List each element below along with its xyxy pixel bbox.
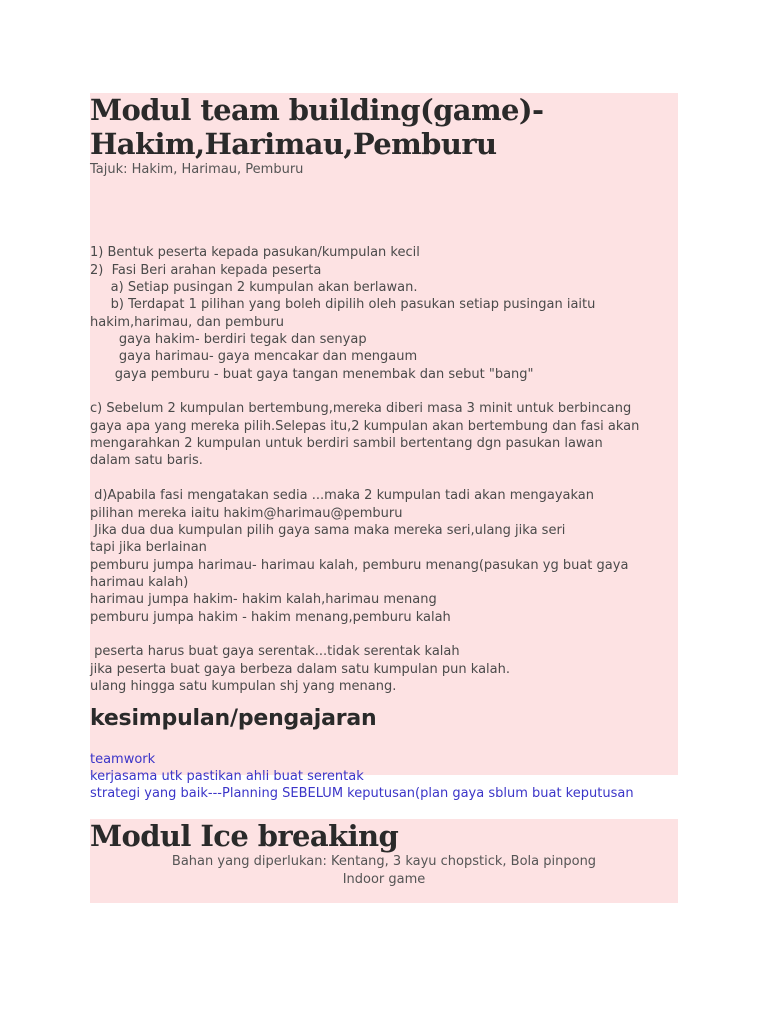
instruction-line: 1) Bentuk peserta kepada pasukan/kumpulan kecil [90, 245, 420, 261]
conclusion-list [90, 733, 678, 802]
instruction-line [90, 471, 94, 486]
instruction-line: gaya hakim- berdiri tegak dan senyap [90, 332, 367, 348]
instruction-line: Jika dua dua kumpulan pilih gaya sama maka mereka seri,ulang jika seri [90, 522, 566, 538]
module-team-building-panel [90, 93, 678, 802]
instruction-line: tapi jika berlainan [90, 540, 207, 556]
instruction-line: c) Sebelum 2 kumpulan bertembung,mereka diberi masa 3 minit untuk berbincang [90, 401, 632, 417]
game-type-text: Indoor game [342, 872, 426, 887]
instruction-line: gaya apa yang mereka pilih.Selepas itu,2 kumpulan akan bertembung dan fasi akan [90, 418, 640, 434]
instruction-line [90, 384, 94, 399]
module-ice-breaking-panel [90, 819, 678, 903]
tajuk-text: Tajuk: Hakim, Harimau, Pemburu [90, 162, 304, 177]
conclusion-heading: kesimpulan/pengajaran [90, 706, 377, 732]
instruction-line: pilihan mereka iaitu hakim@harimau@pemburu [90, 505, 403, 521]
module-2-title: Modul Ice breaking [90, 819, 399, 853]
instruction-line: jika peserta buat gaya berbeza dalam satu kumpulan pun kalah. [90, 661, 510, 677]
instruction-line: hakim,harimau, dan pemburu [90, 314, 285, 330]
instruction-line: b) Terdapat 1 pilihan yang boleh dipilih oleh pasukan setiap pusingan iaitu [90, 297, 596, 313]
instruction-line: harimau jumpa hakim- hakim kalah,harimau menang [90, 592, 437, 608]
instruction-line: d)Apabila fasi mengatakan sedia ...maka 2 kumpulan tadi akan mengayakan [90, 488, 595, 504]
materials-text: Bahan yang diperlukan: Kentang, 3 kayu chopstick, Bola pinpong [171, 854, 597, 869]
conclusion-item: strategi yang baik---Planning SEBELUM keputusan(plan gaya sblum buat keputusan [90, 786, 634, 802]
instruction-line: 2) Fasi Beri arahan kepada peserta [90, 262, 322, 278]
instruction-line: a) Setiap pusingan 2 kumpulan akan berlawan. [90, 280, 418, 296]
instruction-line: gaya harimau- gaya mencakar dan mengaum [90, 349, 418, 365]
instruction-line: peserta harus buat gaya serentak...tidak serentak kalah [90, 644, 460, 660]
module-title-line-1: Modul team building(game)- [90, 93, 544, 127]
instruction-line: gaya pemburu - buat gaya tangan menembak dan sebut "bang" [90, 366, 534, 382]
instruction-line: pemburu jumpa harimau- harimau kalah, pemburu menang(pasukan yg buat gaya [90, 557, 629, 573]
instruction-line: mengarahkan 2 kumpulan untuk berdiri sambil bertentang dgn pasukan lawan [90, 436, 603, 452]
conclusion-item: teamwork [90, 751, 156, 767]
conclusion-item: kerjasama utk pastikan ahli buat serentak [90, 768, 364, 784]
module-title-line-2: Hakim,Harimau,Pemburu [90, 127, 497, 161]
instruction-line [90, 627, 94, 642]
instructions-body [90, 227, 678, 695]
instruction-line: dalam satu baris. [90, 453, 203, 469]
instruction-line: ulang hingga satu kumpulan shj yang menang. [90, 678, 397, 694]
instruction-line: harimau kalah) [90, 574, 189, 590]
instruction-line: pemburu jumpa hakim - hakim menang,pemburu kalah [90, 609, 451, 625]
module-title [90, 93, 678, 161]
